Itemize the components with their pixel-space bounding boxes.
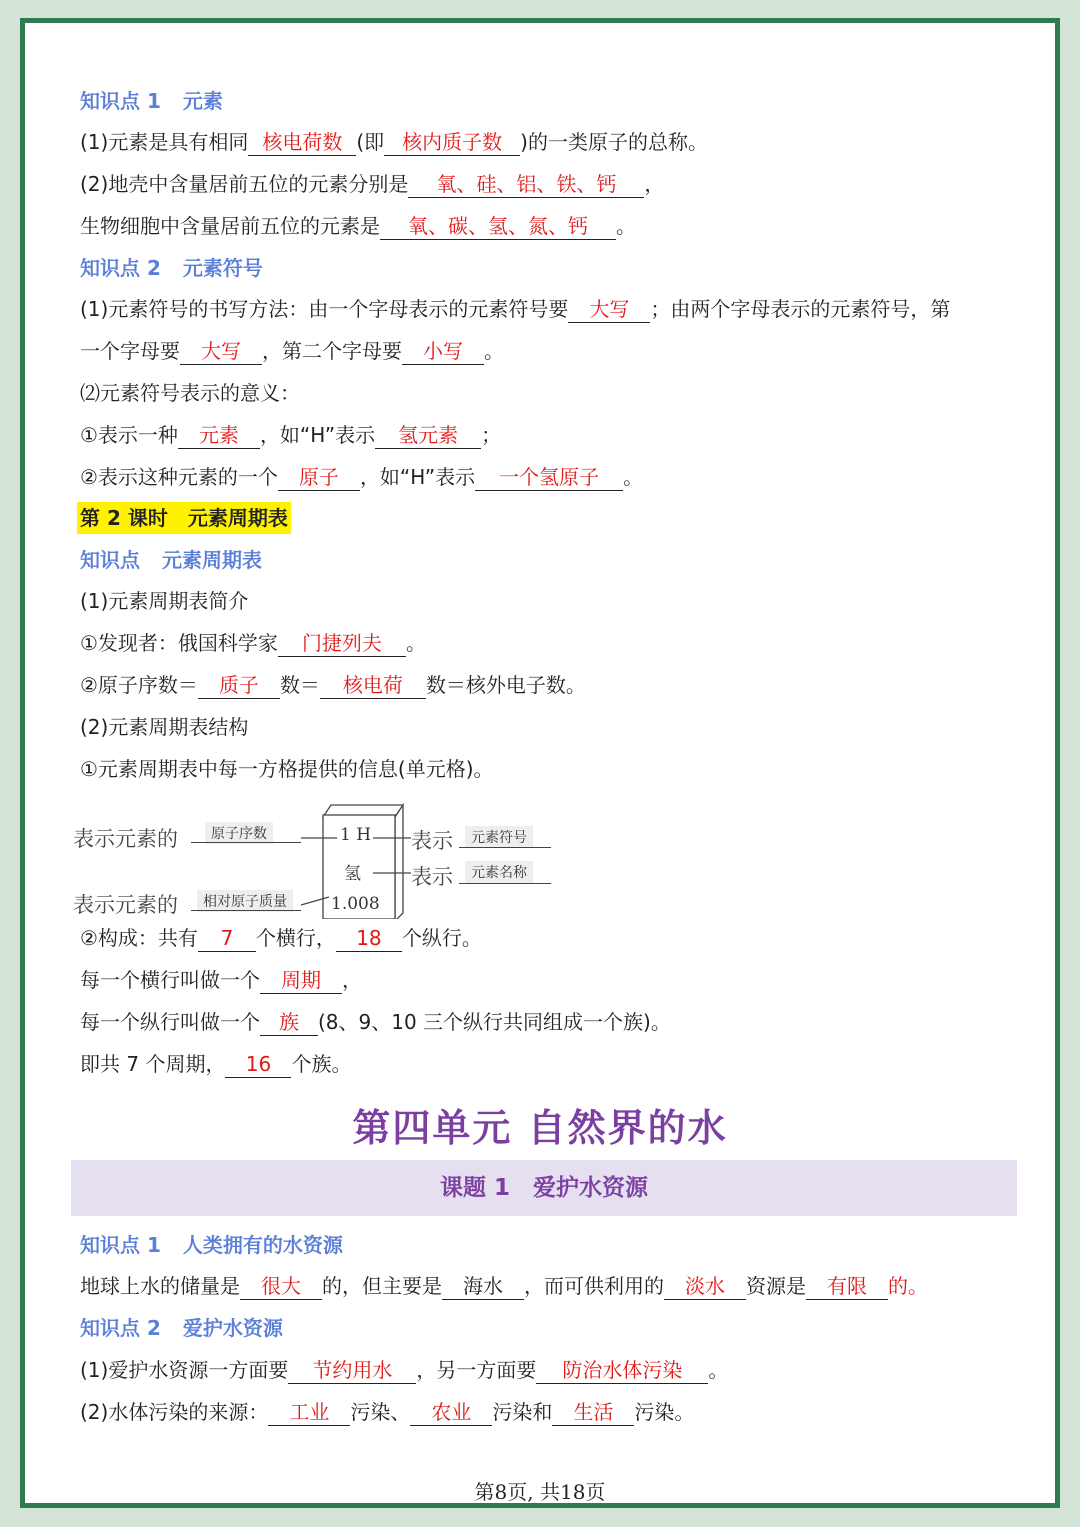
text: 个横行， xyxy=(255,926,336,950)
text: ； xyxy=(481,423,502,447)
text: 资源是 xyxy=(746,1274,806,1298)
diagram-label-left-top: 表示元素的 xyxy=(73,827,178,851)
underline xyxy=(459,847,551,848)
answer-blank: 一个氢原子 xyxy=(475,464,623,491)
kp-title: 元素周期表 xyxy=(162,548,262,572)
cell-atomic-mass: 1.008 xyxy=(331,894,380,914)
text: ， xyxy=(342,968,362,992)
unit-title: 第四单元 自然界的水 xyxy=(352,1106,728,1150)
text: ，如“H”表示 xyxy=(359,465,476,489)
text-line xyxy=(80,170,664,198)
diagram-label-left-bottom: 表示元素的 xyxy=(73,893,178,917)
text: 污染、 xyxy=(350,1400,411,1424)
text: ，另一方面要 xyxy=(416,1358,537,1382)
lesson-heading: 第 2 课时 元素周期表 xyxy=(77,502,291,534)
text-line: ①元素周期表中每一方格提供的信息(单元格)。 xyxy=(80,757,494,781)
text: 生物细胞中含量居前五位的元素是 xyxy=(80,214,380,238)
text: 数＝ xyxy=(279,673,320,697)
kp-title: 元素 xyxy=(182,89,223,113)
answer-blank: 小写 xyxy=(402,338,484,365)
text: (1)爱护水资源一方面要 xyxy=(80,1358,289,1382)
answer-blank: 16 xyxy=(225,1051,291,1078)
page-footer: 第8页, 共18页 xyxy=(474,1480,606,1504)
text: (2)地壳中含量居前五位的元素分别是 xyxy=(80,172,409,196)
text-line xyxy=(80,629,426,657)
text: 污染和 xyxy=(492,1400,553,1424)
text: (即 xyxy=(356,130,385,154)
text: ②表示这种元素的一个 xyxy=(80,465,278,489)
text-line xyxy=(80,463,643,491)
text: (1)元素是具有相同 xyxy=(80,130,249,154)
answer-blank: 工业 xyxy=(268,1399,350,1426)
kp-label: 知识点 xyxy=(80,548,140,572)
answer-blank: 大写 xyxy=(180,338,262,365)
text-line xyxy=(80,1356,728,1384)
diagram-answer-atomic-mass: 相对原子质量 xyxy=(197,890,293,912)
answer-blank: 门捷列夫 xyxy=(278,630,406,657)
text: 。 xyxy=(484,339,504,363)
text: 即共 7 个周期， xyxy=(80,1052,226,1076)
diagram-answer-name: 元素名称 xyxy=(465,861,533,883)
text: ， xyxy=(644,172,665,196)
kp-label: 知识点 1 xyxy=(80,89,161,113)
element-cell-diagram xyxy=(73,797,563,919)
text: 每一个横行叫做一个 xyxy=(80,968,260,992)
kp-label: 知识点 2 xyxy=(80,256,161,280)
text: 的，但主要是 xyxy=(322,1274,442,1298)
text-line xyxy=(80,671,586,699)
page-body xyxy=(33,29,1047,1504)
text: ，如“H”表示 xyxy=(259,423,376,447)
text: ①表示一种 xyxy=(80,423,178,447)
diagram-answer-atomic-number: 原子序数 xyxy=(205,822,273,844)
diagram-answer-symbol: 元素符号 xyxy=(465,826,533,848)
answer-blank: 原子 xyxy=(278,464,360,491)
answer-blank: 氧、碳、氢、氮、钙 xyxy=(380,213,616,240)
text: 。 xyxy=(616,214,636,238)
text-line: (1)元素周期表简介 xyxy=(80,589,249,613)
answer-blank: 核内质子数 xyxy=(384,129,520,156)
kp-title: 元素符号 xyxy=(182,256,263,280)
text: 个纵行。 xyxy=(401,926,482,950)
kp-title: 爱护水资源 xyxy=(182,1316,283,1340)
knowledge-point-heading xyxy=(80,1314,283,1342)
text: (8、9、10 三个纵行共同组成一个族)。 xyxy=(318,1010,671,1034)
answer-blank: 周期 xyxy=(260,967,342,994)
underline xyxy=(191,910,301,911)
text-line xyxy=(80,128,708,156)
knowledge-point-heading xyxy=(80,87,223,115)
text: 的。 xyxy=(888,1274,928,1298)
text: 。 xyxy=(405,631,426,655)
text: 每一个纵行叫做一个 xyxy=(80,1010,260,1034)
text: ②原子序数＝ xyxy=(80,673,198,697)
answer-blank: 大写 xyxy=(568,296,650,323)
answer-blank: 很大 xyxy=(240,1273,322,1300)
text: 一个字母要 xyxy=(80,339,180,363)
text: 污染。 xyxy=(634,1400,695,1424)
knowledge-point-heading xyxy=(80,546,262,574)
text: 。 xyxy=(708,1358,729,1382)
kp-label: 知识点 2 xyxy=(80,1316,161,1340)
text-line xyxy=(80,1398,694,1426)
text-line: ⑵元素符号表示的意义： xyxy=(80,381,300,405)
text-line xyxy=(80,1008,671,1036)
answer-blank: 质子 xyxy=(198,672,280,699)
knowledge-point-heading xyxy=(80,1231,343,1259)
answer-blank: 生活 xyxy=(552,1399,634,1426)
text: ，而可供利用的 xyxy=(524,1274,664,1298)
answer-blank: 海水 xyxy=(442,1273,524,1300)
answer-blank: 防治水体污染 xyxy=(536,1357,708,1384)
text-line xyxy=(80,295,950,323)
cell-element-name: 氢 xyxy=(344,864,361,884)
text-line xyxy=(80,924,482,952)
text-line xyxy=(80,1272,928,1300)
text: ②构成：共有 xyxy=(80,926,198,950)
answer-blank: 淡水 xyxy=(664,1273,746,1300)
kp-title: 人类拥有的水资源 xyxy=(182,1233,343,1257)
text: 。 xyxy=(623,465,644,489)
answer-blank: 氧、硅、铝、铁、钙 xyxy=(408,171,644,198)
text: ①发现者：俄国科学家 xyxy=(80,631,278,655)
text: (1)元素符号的书写方法：由一个字母表示的元素符号要 xyxy=(80,297,569,321)
text: ，第二个字母要 xyxy=(262,339,402,363)
answer-blank: 元素 xyxy=(178,422,260,449)
text-line xyxy=(80,966,362,994)
diagram-label-right-bottom: 表示 xyxy=(411,865,453,889)
answer-blank: 族 xyxy=(260,1009,318,1036)
text-line xyxy=(80,1050,351,1078)
text: 数＝核外电子数。 xyxy=(425,673,586,697)
answer-blank: 核电荷 xyxy=(320,672,426,699)
kp-label: 知识点 1 xyxy=(80,1233,161,1257)
topic-banner: 课题 1 爱护水资源 xyxy=(71,1160,1017,1216)
text-line: (2)元素周期表结构 xyxy=(80,715,249,739)
text-line xyxy=(80,212,636,240)
text-line xyxy=(80,337,504,365)
answer-blank: 核电荷数 xyxy=(248,129,356,156)
answer-blank: 7 xyxy=(198,925,256,952)
knowledge-point-heading xyxy=(80,254,263,282)
text-line xyxy=(80,421,501,449)
answer-blank: 有限 xyxy=(806,1273,888,1300)
answer-blank: 节约用水 xyxy=(288,1357,416,1384)
text: ；由两个字母表示的元素符号，第 xyxy=(650,297,951,321)
cell-number-symbol: 1 H xyxy=(340,825,372,845)
underline xyxy=(191,842,301,843)
answer-blank: 农业 xyxy=(410,1399,492,1426)
answer-blank: 18 xyxy=(336,925,402,952)
answer-blank: 氢元素 xyxy=(375,422,481,449)
text: 地球上水的储量是 xyxy=(80,1274,240,1298)
diagram-label-right-top: 表示 xyxy=(411,829,453,853)
underline xyxy=(459,883,551,884)
text: (2)水体污染的来源： xyxy=(80,1400,269,1424)
page-frame xyxy=(20,18,1060,1508)
text: )的一类原子的总称。 xyxy=(520,130,708,154)
text: 个族。 xyxy=(291,1052,352,1076)
